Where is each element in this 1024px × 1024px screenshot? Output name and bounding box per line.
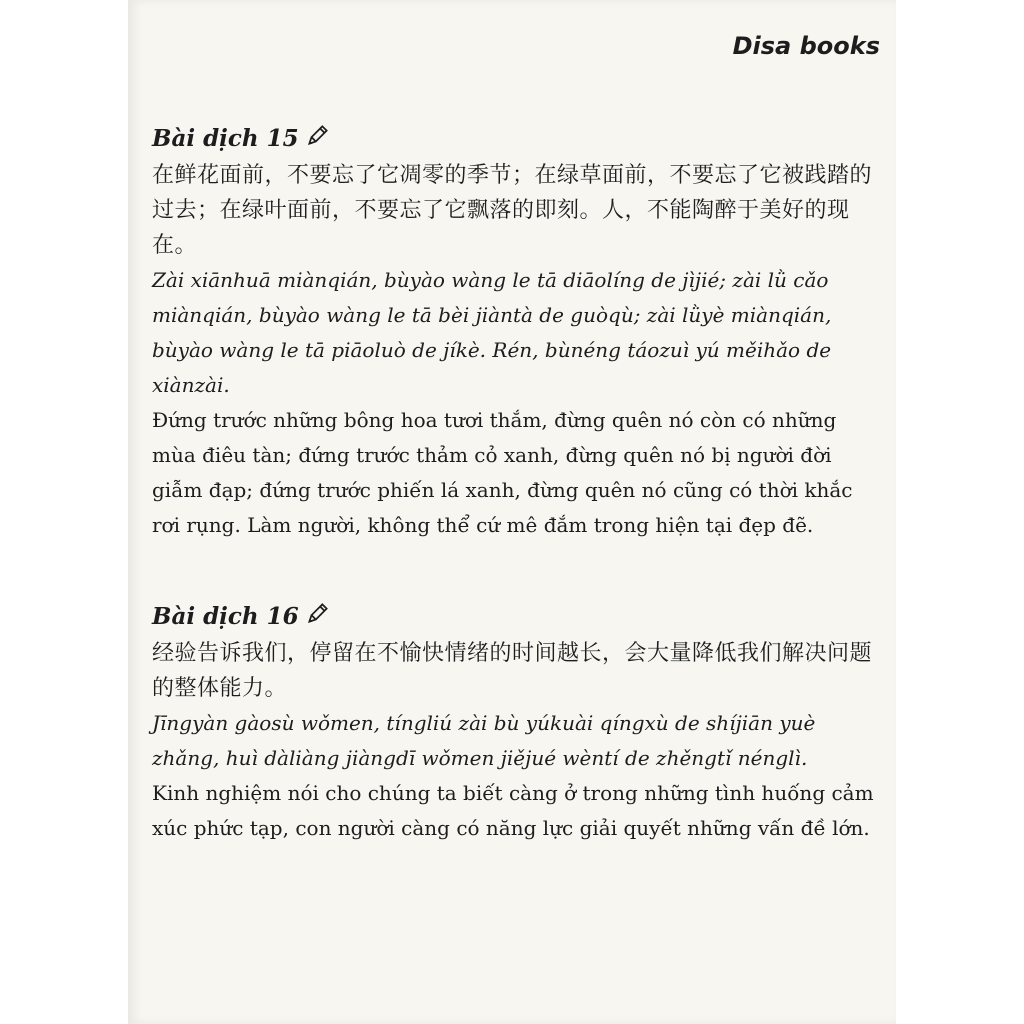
pencil-icon bbox=[305, 122, 331, 154]
pinyin-text: Jīngyàn gàosù wǒmen, tíngliú zài bù yúkuài qíngxù de shíjiān yuè zhǎng, huì dàliàng jiàngdī wǒmen jiějué wèntí de zhěngtǐ nénglì. bbox=[152, 711, 816, 770]
brand-title: Disa books bbox=[732, 32, 880, 60]
section-heading-15 bbox=[152, 122, 331, 154]
section-title: Bài dịch 16 bbox=[152, 602, 299, 630]
section-title: Bài dịch 15 bbox=[152, 124, 299, 152]
section-body-15 bbox=[152, 158, 882, 543]
section-heading-16 bbox=[152, 600, 331, 632]
vietnamese-text: Đứng trước những bông hoa tươi thắm, đừng quên nó còn có những mùa điêu tàn; đứng trước thảm cỏ xanh, đừng quên nó bị người đời giẫm đạp; đứng trước phiến lá xanh, đừng quên nó cũng có thời khắc rơi rụng. Làm người, không thể cứ mê đắm trong hiện tại đẹp đẽ. bbox=[152, 408, 853, 537]
book-page bbox=[128, 0, 896, 1024]
chinese-text: 在鲜花面前，不要忘了它凋零的季节；在绿草面前，不要忘了它被践踏的过去；在绿叶面前，不要忘了它飘落的即刻。人，不能陶醉于美好的现在。 bbox=[152, 163, 873, 258]
vietnamese-text: Kinh nghiệm nói cho chúng ta biết càng ở trong những tình huống cảm xúc phức tạp, con người càng có năng lực giải quyết những vấn đề lớn. bbox=[152, 781, 874, 840]
pencil-icon bbox=[305, 600, 331, 632]
section-body-16 bbox=[152, 636, 882, 846]
chinese-text: 经验告诉我们，停留在不愉快情绪的时间越长，会大量降低我们解决问题的整体能力。 bbox=[152, 641, 873, 701]
pinyin-text: Zài xiānhuā miànqián, bùyào wàng le tā diāolíng de jìjié; zài lǜ cǎo miànqián, bùyào wàng le tā bèi jiàntà de guòqù; zài lǜyè miànqián, bùyào wàng le tā piāoluò de jíkè. Rén, bùnéng táozuì yú měihǎo de xiànzài. bbox=[152, 268, 832, 397]
